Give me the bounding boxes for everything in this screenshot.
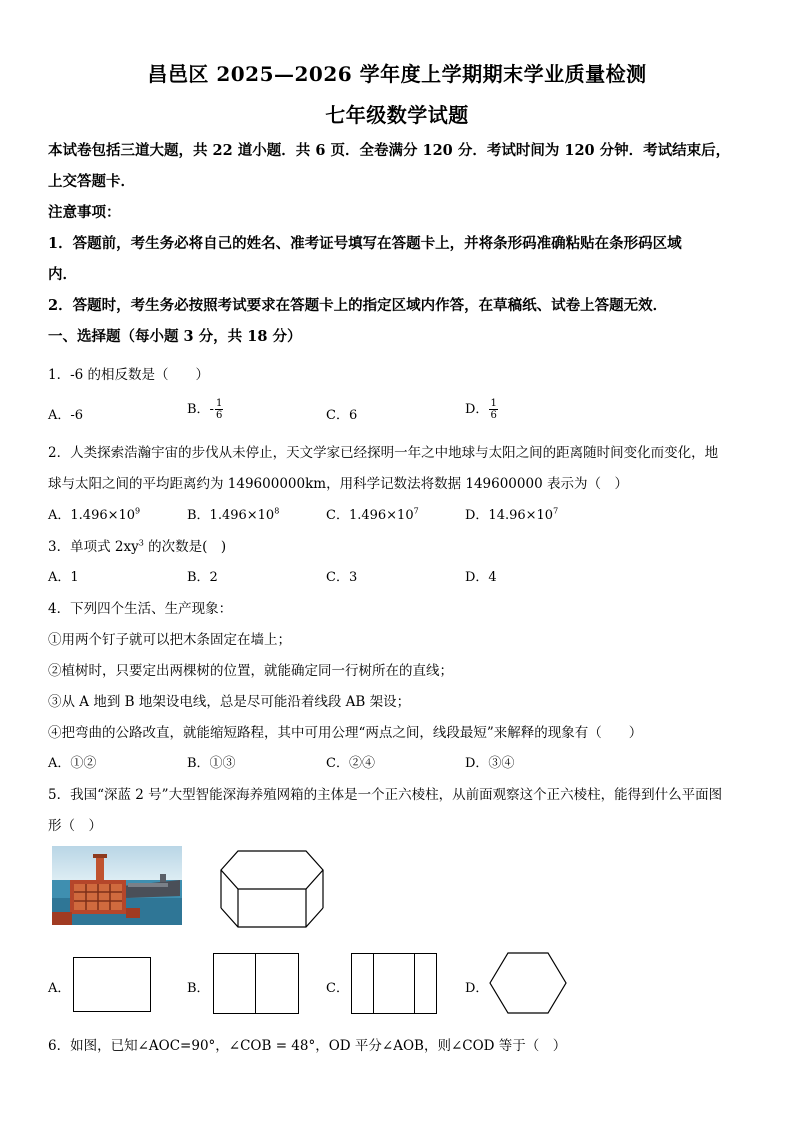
notice-heading: 注意事项： bbox=[48, 204, 121, 221]
q2-option-d: D．$14.96\times 10^7$ bbox=[465, 506, 559, 523]
notice-item-1-cont: 内． bbox=[48, 266, 77, 283]
intro-line-1: 本试卷包括三道大题，共 22 道小题．共 6 页．全卷满分 120 分．考试时间为 120 分钟．考试结束后， bbox=[48, 142, 731, 159]
q1-option-d: D． $\frac{1}{6}$ bbox=[465, 398, 497, 421]
q3-stem: 3．单项式 $2xy^3$ 的次数是( ) bbox=[48, 538, 227, 555]
q2-option-b: B．$1.496\times 10^8$ bbox=[187, 506, 280, 523]
q3-option-b: B．2 bbox=[187, 570, 218, 585]
q5-stem-2: 形（ ） bbox=[48, 818, 102, 834]
q3-option-c: C．3 bbox=[326, 570, 358, 585]
q2-option-a: A．$1.496\times 10^9$ bbox=[48, 506, 141, 523]
hexagonal-prism-figure bbox=[218, 848, 326, 930]
q1-option-b: B．- $\frac{1}{6}$ bbox=[187, 398, 223, 421]
q5-option-b-figure bbox=[213, 953, 299, 1014]
q4-stem: 4．下列四个生活、生产现象： bbox=[48, 601, 233, 617]
q5-option-c-figure bbox=[351, 953, 437, 1014]
notice-item-1: 1．答题前，考生务必将自己的姓名、准考证号填写在答题卡上，并将条形码准确粘贴在条形码区域 bbox=[48, 235, 682, 252]
q5-stem-1: 5．我国“深蓝 2 号”大型智能深海养殖网箱的主体是一个正六棱柱，从前面观察这个正六棱柱，能得到什么平面图 bbox=[48, 787, 723, 803]
q3-option-d: D．4 bbox=[465, 570, 497, 585]
q5-option-c-divider-right bbox=[414, 953, 415, 1013]
q1-option-a: A．-6 bbox=[48, 408, 84, 423]
q6-stem: 6．如图，已知∠AOC=90°，∠COB = 48°，OD 平分∠AOB，则∠COD 等于（ ） bbox=[48, 1038, 567, 1054]
q1-stem: 1．-6 的相反数是（ ） bbox=[48, 367, 210, 383]
q4-item-1: ①用两个钉子就可以把木条固定在墙上； bbox=[48, 632, 291, 648]
q5-option-d-label: D． bbox=[465, 981, 489, 996]
notice-item-2: 2．答题时，考生务必按照考试要求在答题卡上的指定区域内作答，在草稿纸、试卷上答题无效． bbox=[48, 297, 668, 314]
q4-item-3: ③从 A 地到 B 地架设电线，总是尽可能沿着线段 AB 架设； bbox=[48, 694, 411, 710]
q2-stem-1: 2．人类探索浩瀚宇宙的步伐从未停止，天文学家已经探明一年之中地球与太阳之间的距离随时间变化而变化，地 bbox=[48, 445, 719, 461]
q1-option-c: C．6 bbox=[326, 408, 358, 423]
q5-option-c-label: C． bbox=[326, 981, 349, 996]
exam-subtitle: 七年级数学试题 bbox=[325, 103, 469, 127]
q5-option-b-label: B． bbox=[187, 981, 210, 996]
q4-option-c: C．②④ bbox=[326, 756, 375, 771]
q4-option-d: D．③④ bbox=[465, 756, 515, 771]
q5-option-b-divider bbox=[255, 953, 256, 1013]
q4-item-4: ④把弯曲的公路改直，就能缩短路程，其中可用公理“两点之间，线段最短”来解释的现象有（ ） bbox=[48, 725, 643, 741]
q5-option-a-label: A． bbox=[48, 981, 71, 996]
aquaculture-cage-photo bbox=[52, 846, 182, 925]
q2-option-c: C．$1.496\times 10^7$ bbox=[326, 506, 419, 523]
q5-option-c-divider-left bbox=[373, 953, 374, 1013]
intro-line-2: 上交答题卡． bbox=[48, 173, 135, 190]
q4-item-2: ②植树时，只要定出两棵树的位置，就能确定同一行树所在的直线； bbox=[48, 663, 453, 679]
q5-option-d-hexagon bbox=[488, 951, 568, 1015]
q4-option-b: B．①③ bbox=[187, 756, 236, 771]
q3-option-a: A．1 bbox=[48, 570, 79, 585]
section-heading: 一、选择题（每小题 3 分，共 18 分） bbox=[48, 328, 302, 345]
q2-stem-2: 球与太阳之间的平均距离约为 149600000km，用科学记数法将数据 149600000 表示为（ ） bbox=[48, 476, 628, 492]
q4-option-a: A．①② bbox=[48, 756, 97, 771]
q5-option-a-rectangle bbox=[73, 957, 151, 1012]
exam-title: 昌邑区 2025—2026 学年度上学期期末学业质量检测 bbox=[147, 62, 647, 86]
